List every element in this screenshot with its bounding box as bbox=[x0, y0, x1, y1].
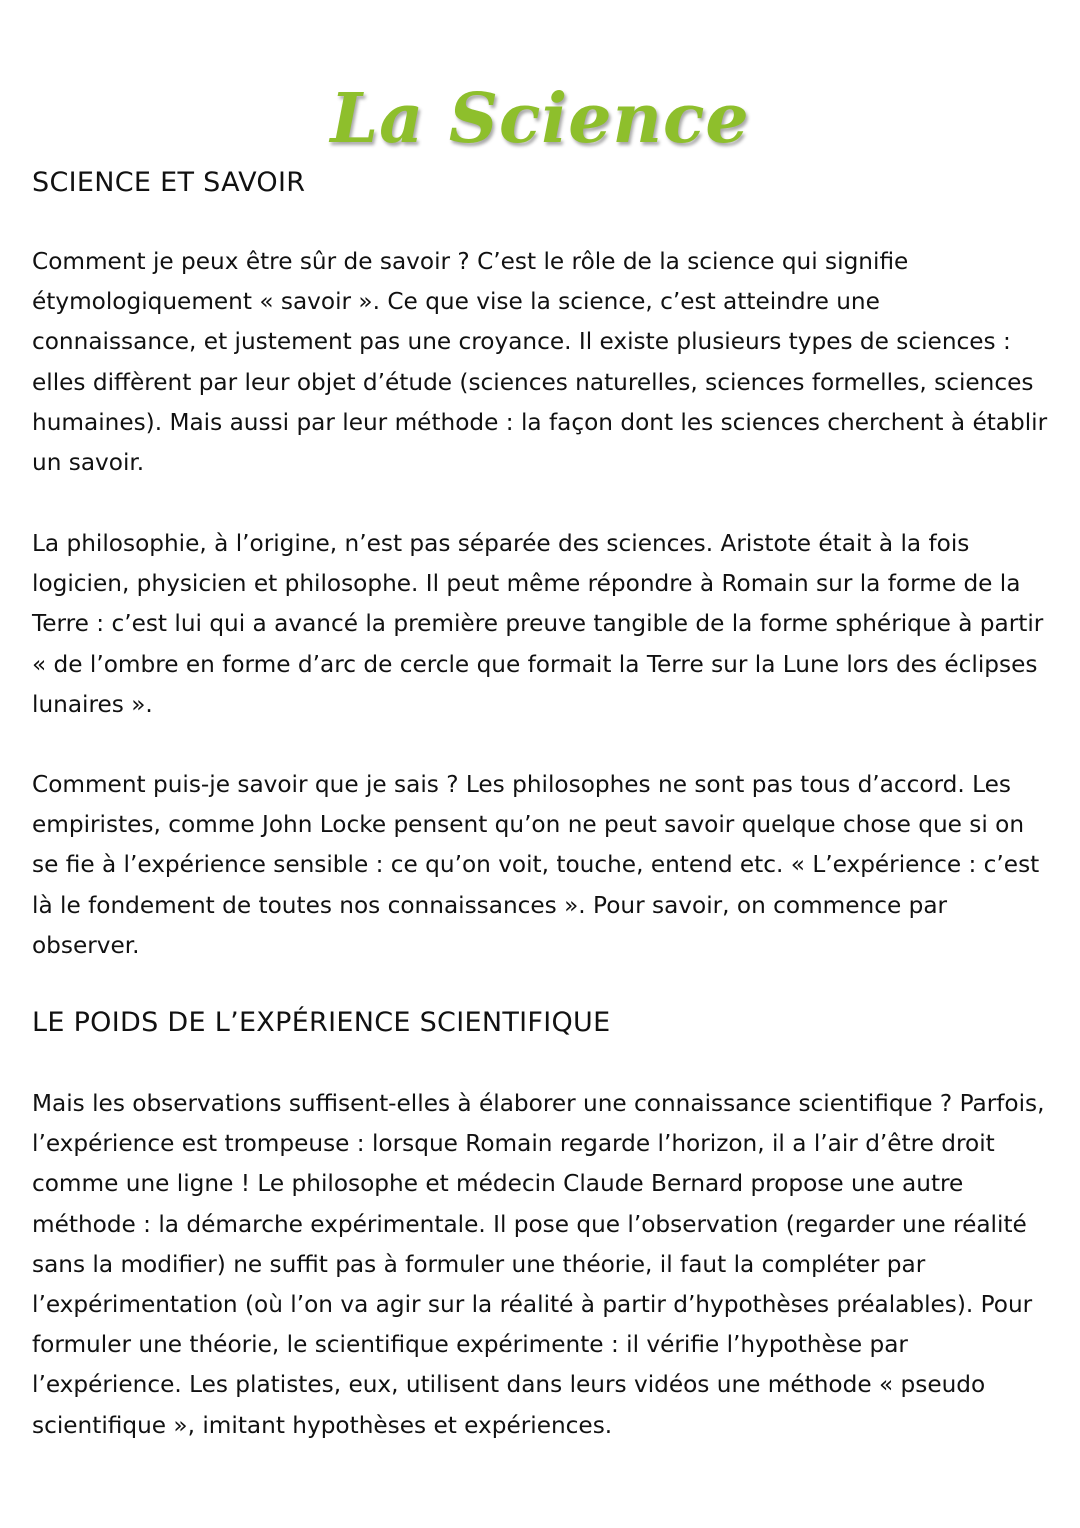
section-heading-poids-experience: LE POIDS DE L’EXPÉRIENCE SCIENTIFIQUE bbox=[32, 1007, 611, 1038]
paragraph-text: Mais les observations suffisent-elles à élaborer une connaissance scientifique ? Parfois, l’expérience est trompeuse : lorsque Romain regarde l’horizon, il a l’air d’être droit comme une ligne ! Le philosophe et médecin Claude Bernard propose une autre méthode : la démarche expérimentale. Il pose que l’observation (regarder une réalité sans la modifier) ne suffit pas à formuler une théorie, il faut la compléter par l’expérimentation (où l’on va agir sur la réalité à partir d’hypothèses préalables). Pour formuler une théorie, le scientifique expérimente : il vérifie l’hypothèse par l’expérience. Les platistes, eux, utilisent dans leurs vidéos une méthode « pseudo scientifique », imitant hypothèses et expériences. bbox=[32, 1090, 1045, 1439]
paragraph-science-definition bbox=[32, 242, 1048, 483]
page-title: La Science bbox=[330, 78, 750, 159]
paragraph-experimental-method bbox=[32, 1084, 1048, 1446]
section-heading-science-et-savoir: SCIENCE ET SAVOIR bbox=[32, 167, 306, 198]
paragraph-text: Comment puis-je savoir que je sais ? Les philosophes ne sont pas tous d’accord. Les empiristes, comme John Locke pensent qu’on ne peut savoir quelque chose que si on se fie à l’expérience sensible : ce qu’on voit, touche, entend etc. « L’expérience : c’est là le fondement de toutes nos connaissances ». Pour savoir, on commence par observer. bbox=[32, 771, 1040, 959]
paragraph-philosophy-origin bbox=[32, 524, 1048, 725]
paragraph-text: Comment je peux être sûr de savoir ? C’est le rôle de la science qui signifie étymologiquement « savoir ». Ce que vise la science, c’est atteindre une connaissance, et justement pas une croyance. Il existe plusieurs types de sciences : elles diffèrent par leur objet d’étude (sciences naturelles, sciences formelles, sciences humaines). Mais aussi par leur méthode : la façon dont les sciences cherchent à établir un savoir. bbox=[32, 248, 1048, 477]
paragraph-empiricism bbox=[32, 765, 1048, 966]
paragraph-text: La philosophie, à l’origine, n’est pas séparée des sciences. Aristote était à la fois logicien, physicien et philosophe. Il peut même répondre à Romain sur la forme de la Terre : c’est lui qui a avancé la première preuve tangible de la forme sphérique à partir « de l’ombre en forme d’arc de cercle que formait la Terre sur la Lune lors des éclipses lunaires ». bbox=[32, 530, 1044, 718]
